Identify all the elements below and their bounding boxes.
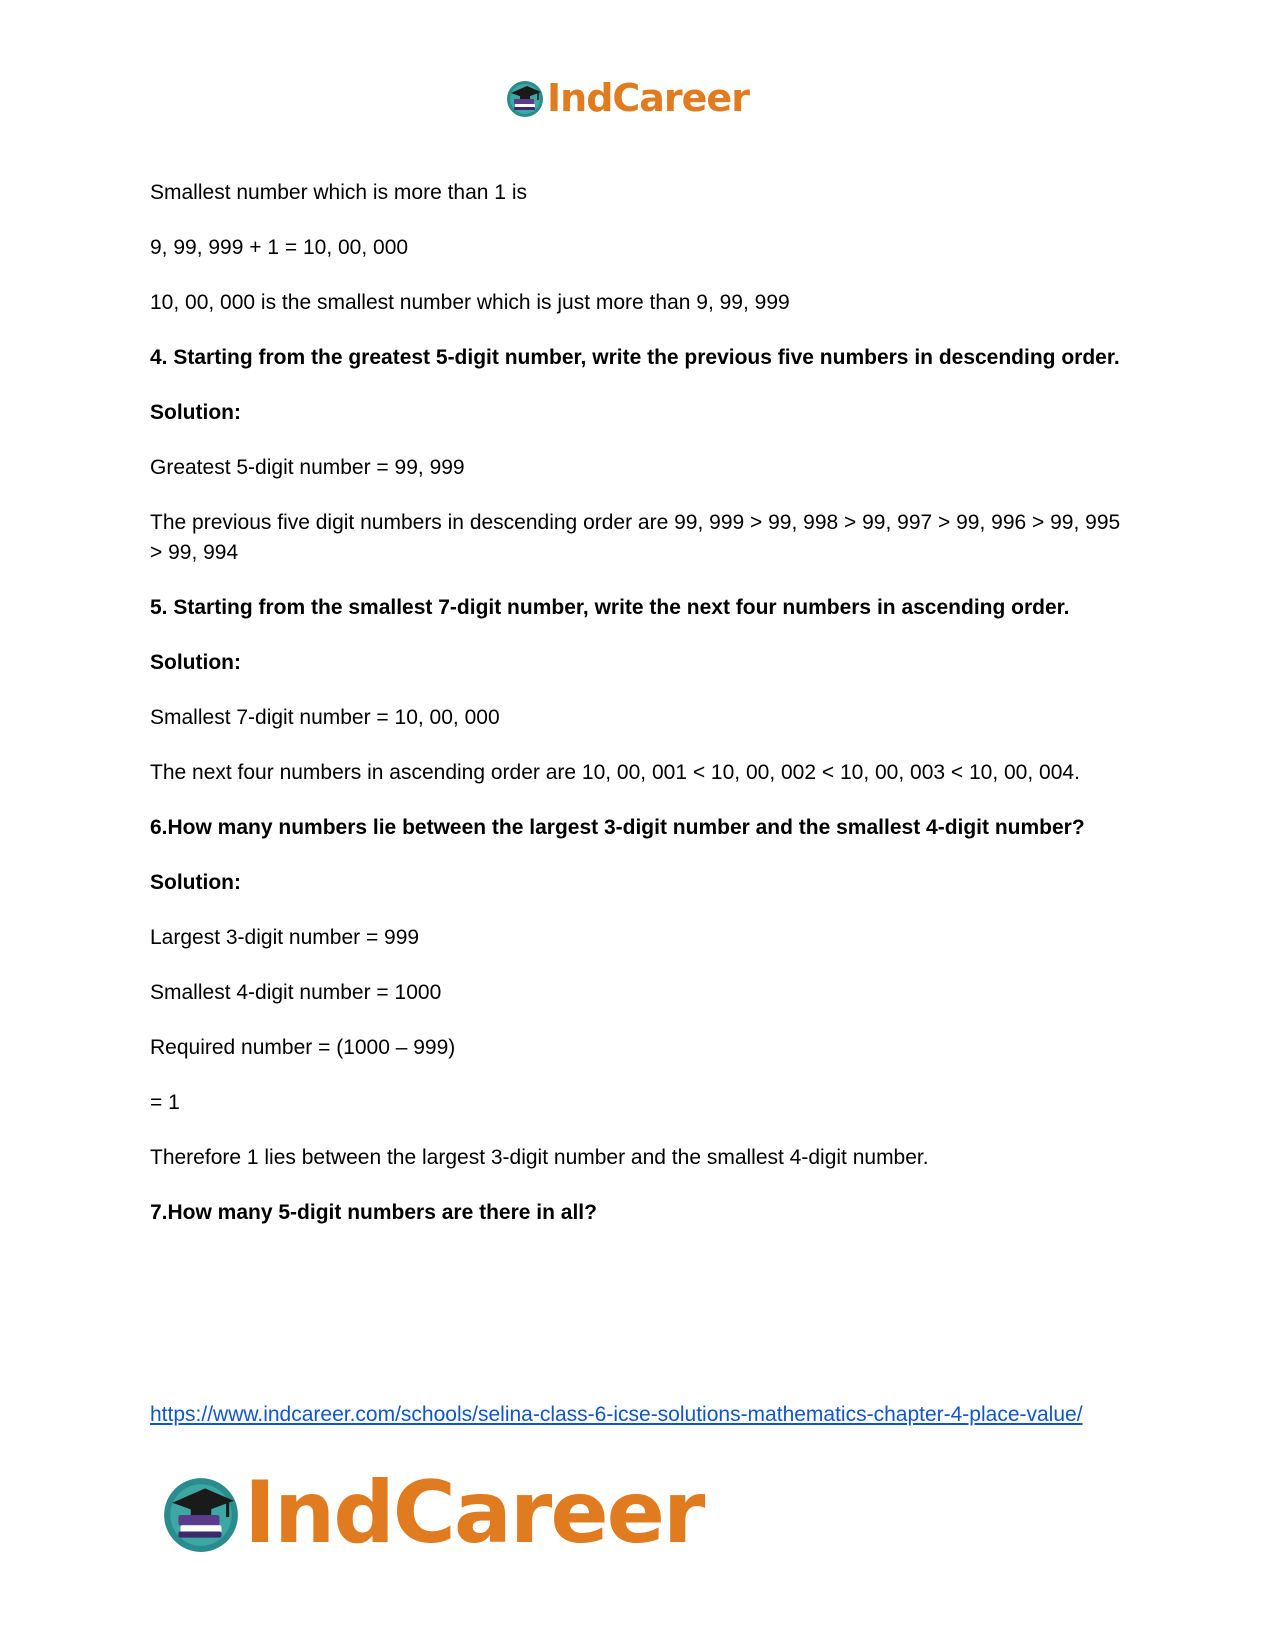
question-heading: 7.How many 5-digit numbers are there in all? <box>150 1201 597 1224</box>
header-logo-text: IndCareer <box>547 76 749 120</box>
paragraph: Smallest 4-digit number = 1000 <box>150 981 442 1004</box>
paragraph: Required number = (1000 – 999) <box>150 1036 456 1059</box>
question-heading: Solution: <box>150 871 241 894</box>
graduation-cap-book-icon <box>160 1472 242 1554</box>
paragraph: Therefore 1 lies between the largest 3-digit number and the smallest 4-digit number. <box>150 1146 929 1169</box>
graduation-cap-book-icon <box>505 78 545 118</box>
paragraph: The previous five digit numbers in descending order are 99, 999 > 99, 998 > 99, 997 > 99, 996 > 99, 995 > 99, 994 <box>150 511 1121 564</box>
question-heading: 5. Starting from the smallest 7-digit number, write the next four numbers in ascending order. <box>150 596 1070 619</box>
paragraph: Smallest number which is more than 1 is <box>150 181 527 204</box>
question-heading: Solution: <box>150 651 241 674</box>
question-heading: 4. Starting from the greatest 5-digit number, write the previous five numbers in descending order. <box>150 346 1120 369</box>
paragraph: The next four numbers in ascending order are 10, 00, 001 < 10, 00, 002 < 10, 00, 003 < 10, 00, 004. <box>150 761 1080 784</box>
footer-logo <box>160 1463 704 1563</box>
document-body <box>150 178 1130 1253</box>
paragraph: 10, 00, 000 is the smallest number which is just more than 9, 99, 999 <box>150 291 790 314</box>
source-link[interactable]: https://www.indcareer.com/schools/selina-class-6-icse-solutions-mathematics-chapter-4-place-value/ <box>150 1403 1083 1426</box>
footer-logo-text: IndCareer <box>244 1463 704 1563</box>
header-logo <box>505 78 749 118</box>
paragraph: = 1 <box>150 1091 180 1114</box>
paragraph: Largest 3-digit number = 999 <box>150 926 420 949</box>
paragraph: 9, 99, 999 + 1 = 10, 00, 000 <box>150 236 409 259</box>
question-heading: Solution: <box>150 401 241 424</box>
question-heading: 6.How many numbers lie between the largest 3-digit number and the smallest 4-digit number? <box>150 816 1085 839</box>
paragraph: Greatest 5-digit number = 99, 999 <box>150 456 465 479</box>
paragraph: Smallest 7-digit number = 10, 00, 000 <box>150 706 500 729</box>
